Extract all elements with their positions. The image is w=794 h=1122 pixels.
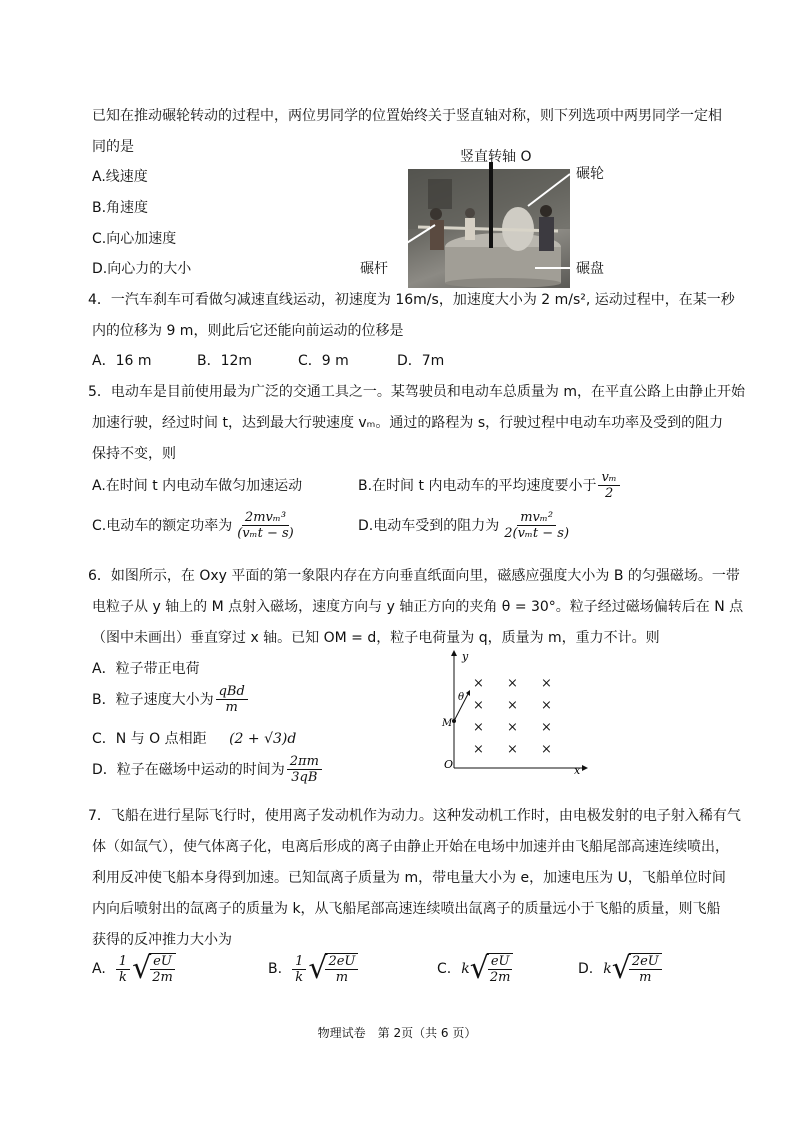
fraction-denominator: 2m (489, 970, 511, 985)
q7-option-b (268, 952, 360, 986)
fraction-numerator: qBd (216, 684, 248, 700)
cross-mark: × (541, 698, 552, 713)
point-m-label: M (442, 718, 453, 729)
q5-option-d-text: D.电动车受到的阻力为 (358, 517, 500, 534)
fraction-denominator: k (118, 969, 127, 985)
fraction-denominator: m (225, 700, 238, 715)
q6-option-b-text: B．粒子速度大小为 (92, 691, 214, 708)
fraction-numerator: 1 (116, 954, 130, 970)
fraction-numerator: eU (488, 954, 513, 970)
q5-option-b-fraction (598, 470, 619, 501)
q5-stem-line1: 5．电动车是目前使用最为广泛的交通工具之一。某驾驶员和电动车总质量为 m，在平直公路上由静止开始 (88, 384, 745, 400)
radicand-fraction (487, 953, 514, 985)
q4-stem-line2: 内的位移为 9 m，则此后它还能向前运动的位移是 (92, 323, 404, 339)
q6-option-c-text: C．N 与 O 点相距 (92, 731, 207, 747)
page-footer: 物理试卷 第 2页（共 6 页） (317, 1026, 477, 1040)
q3-option-a: A.线速度 (92, 169, 148, 185)
coefficient: k (603, 961, 612, 977)
q3-option-d: D.向心力的大小 (92, 261, 192, 277)
option-label: A. (92, 961, 106, 977)
velocity-arrow-head-icon (466, 690, 470, 696)
q6-option-d (92, 754, 324, 785)
fraction-denominator: m (639, 970, 652, 985)
q4-option-c: C．9 m (298, 353, 349, 369)
q5-stem-line3: 保持不变，则 (92, 446, 176, 462)
q6-option-d-fraction (287, 754, 322, 785)
q6-stem-line2: 电粒子从 y 轴上的 M 点射入磁场，速度方向与 y 轴正方向的夹角 θ = 30°。粒子经过磁场偏转后在 N 点 (92, 599, 744, 615)
q5-option-c-fraction (234, 510, 297, 541)
q6-option-c (92, 729, 296, 749)
q6-option-d-text: D．粒子在磁场中运动的时间为 (92, 761, 285, 778)
x-axis-label: x (574, 764, 581, 777)
radical-sign-icon: √ (132, 951, 152, 986)
q4-option-d: D．7m (397, 353, 445, 369)
q3-label-plate: 碾盘 (576, 261, 604, 277)
q5-option-c-text: C.电动车的额定功率为 (92, 517, 233, 534)
fraction-numerator: eU (150, 954, 175, 970)
option-label: D. (578, 961, 594, 977)
radicand-fraction (149, 953, 176, 985)
q5-option-b-text: B.在时间 t 内电动车的平均速度要小于 (358, 477, 597, 494)
q4-stem-line1: 4．一汽车刹车可看做匀减速直线运动，初速度为 16m/s，加速度大小为 2 m/s², 运动过程中，在某一秒 (88, 292, 735, 308)
magnetic-field-crosses (473, 676, 552, 757)
cross-mark: × (507, 720, 518, 735)
cross-mark: × (541, 676, 552, 691)
q3-label-wheel: 碾轮 (576, 166, 604, 182)
option-label: C. (437, 961, 452, 977)
q6-option-a: A．粒子带正电荷 (92, 661, 200, 677)
q3-stem-line2: 同的是 (92, 139, 134, 155)
q7-stem-line1: 7．飞船在进行星际飞行时，使用离子发动机作为动力。这种发动机工作时，由电极发射的电子射入稀有气 (88, 808, 741, 824)
q5-option-c (92, 510, 299, 541)
q5-option-a: A.在时间 t 内电动车做匀加速运动 (92, 478, 303, 494)
fraction-numerator: 2πm (287, 754, 322, 770)
fraction-numerator: 2eU (325, 954, 358, 970)
q5-option-b (358, 470, 622, 501)
y-axis-label: y (462, 650, 469, 663)
q7-option-c (437, 952, 515, 986)
cross-mark: × (473, 676, 484, 691)
q7-option-d (578, 952, 664, 986)
q3-option-c: C.向心加速度 (92, 231, 177, 247)
cross-mark: × (473, 720, 484, 735)
coefficient-fraction (292, 954, 306, 985)
cross-mark: × (541, 720, 552, 735)
fraction-numerator: mvₘ² (517, 510, 556, 526)
fraction-denominator: m (335, 970, 349, 985)
q7-option-a (92, 952, 178, 986)
cross-mark: × (473, 698, 484, 713)
q6-option-c-expression: (2 + √3)d (229, 731, 297, 747)
q3-label-axis: 竖直转轴 O (460, 149, 532, 165)
fraction-denominator: 2 (604, 486, 614, 501)
fraction-numerator: vₘ (598, 470, 619, 486)
x-axis-arrow-icon (582, 765, 588, 771)
q5-option-d (358, 510, 574, 541)
q7-stem-line4: 内向后喷射出的氙离子的质量为 k，从飞船尾部高速连续喷出氙离子的质量远小于飞船的质量，则飞船 (92, 901, 721, 917)
q7-stem-line3: 利用反冲使飞船本身得到加速。已知氙离子质量为 m，带电量大小为 e，加速电压为 U，飞船单位时间 (92, 870, 726, 886)
coefficient-fraction (116, 954, 130, 985)
y-axis-arrow-icon (451, 650, 457, 656)
fraction-numerator: 1 (292, 954, 306, 970)
q4-option-b: B．12m (197, 353, 253, 369)
radicand-fraction (629, 953, 662, 985)
fraction-denominator: 2(vₘt − s) (504, 526, 570, 541)
q6-option-b (92, 684, 250, 715)
radicand-fraction (325, 953, 358, 985)
q6-stem-line3: （图中未画出）垂直穿过 x 轴。已知 OM = d，粒子电荷量为 q，质量为 m，重力不计。则 (92, 630, 660, 646)
q5-option-d-fraction (501, 510, 572, 541)
coefficient: k (461, 961, 470, 977)
fraction-denominator: k (295, 969, 304, 985)
fraction-denominator: (vₘt − s) (237, 526, 294, 541)
origin-label: O (444, 758, 454, 771)
fraction-numerator: 2mvₘ³ (242, 510, 289, 526)
radical-sign-icon: √ (469, 951, 489, 986)
cross-mark: × (541, 742, 552, 757)
radical-sign-icon: √ (611, 951, 631, 986)
q7-stem-line5: 获得的反冲推力大小为 (92, 932, 232, 948)
q3-stem-line1: 已知在推动碾轮转动的过程中，两位男同学的位置始终关于竖直轴对称，则下列选项中两男同学一定相 (92, 108, 722, 124)
q5-stem-line2: 加速行驶，经过时间 t，达到最大行驶速度 vₘ。通过的路程为 s，行驶过程中电动车功率及受到的阻力 (92, 415, 724, 431)
q6-magnetic-field-figure (440, 648, 590, 778)
q6-option-b-fraction (216, 684, 248, 715)
fraction-denominator: 2m (152, 970, 173, 985)
fraction-denominator: 3qB (291, 770, 318, 785)
q6-stem-line1: 6．如图所示，在 Oxy 平面的第一象限内存在方向垂直纸面向里，磁感应强度大小为 B 的匀强磁场。一带 (88, 568, 740, 584)
fraction-numerator: 2eU (629, 954, 662, 970)
q3-figure-leaders (380, 160, 600, 280)
q7-stem-line2: 体（如氙气），使气体离子化，电离后形成的离子由静止开始在电场中加速并由飞船尾部高速连续喷出， (92, 839, 729, 855)
q3-label-rod: 碾杆 (360, 261, 388, 277)
cross-mark: × (507, 742, 518, 757)
theta-label: θ (458, 692, 465, 703)
option-label: B. (268, 961, 283, 977)
q4-option-a: A．16 m (92, 353, 152, 369)
cross-mark: × (507, 698, 518, 713)
radical-sign-icon: √ (308, 951, 328, 986)
cross-mark: × (473, 742, 484, 757)
cross-mark: × (507, 676, 518, 691)
q3-option-b: B.角速度 (92, 200, 149, 216)
